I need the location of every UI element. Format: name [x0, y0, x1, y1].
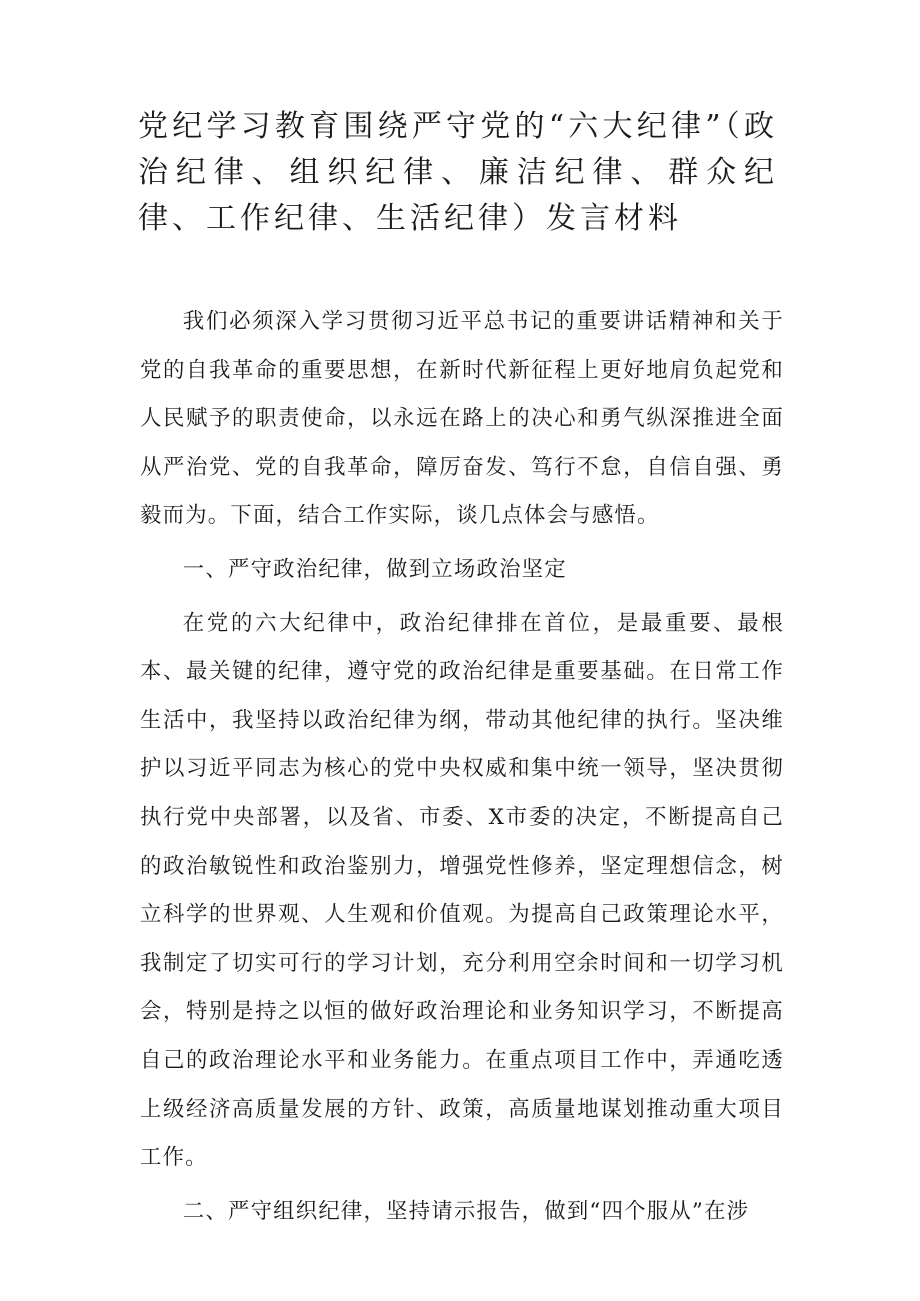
- section-1-heading: 一、严守政治纪律，做到立场政治坚定: [182, 556, 567, 582]
- document-title: 党纪学习教育围绕严守党的“六大纪律”（政治纪律、组织纪律、廉洁纪律、群众纪律、工作纪律、生活纪律）发言材料: [138, 109, 778, 236]
- section-2-heading: 二、严守组织纪律，坚持请示报告，做到“四个服从”在涉: [182, 1198, 750, 1224]
- section-1-paragraph: 在党的六大纪律中，政治纪律排在首位，是最重要、最根本、最关键的纪律，遵守党的政治纪律是重要基础。在日常工作生活中，我坚持以政治纪律为纲，带动其他纪律的执行。坚决维护以习近平同志为核心的党中央权威和集中统一领导，坚决贯彻执行党中央部署，以及省、市委、X市委的决定，不断提高自己的政治敏锐性和政治鉴别力，增强党性修养，坚定理想信念，树立科学的世界观、人生观和价值观。为提高自己政策理论水平，我制定了切实可行的学习计划，充分利用空余时间和一切学习机会，特别是持之以恒的做好政治理论和业务知识学习，不断提高自己的政治理论水平和业务能力。在重点项目工作中，弄通吃透上级经济高质量发展的方针、政策，高质量地谋划推动重大项目工作。: [140, 610, 784, 1171]
- intro-paragraph: 我们必须深入学习贯彻习近平总书记的重要讲话精神和关于党的自我革命的重要思想，在新时代新征程上更好地肩负起党和人民赋予的职责使命，以永远在路上的决心和勇气纵深推进全面从严治党、党的自我革命，障厉奋发、笃行不怠，自信自强、勇毅而为。下面，结合工作实际，谈几点体会与感悟。: [140, 309, 784, 529]
- document-body: [140, 298, 784, 1241]
